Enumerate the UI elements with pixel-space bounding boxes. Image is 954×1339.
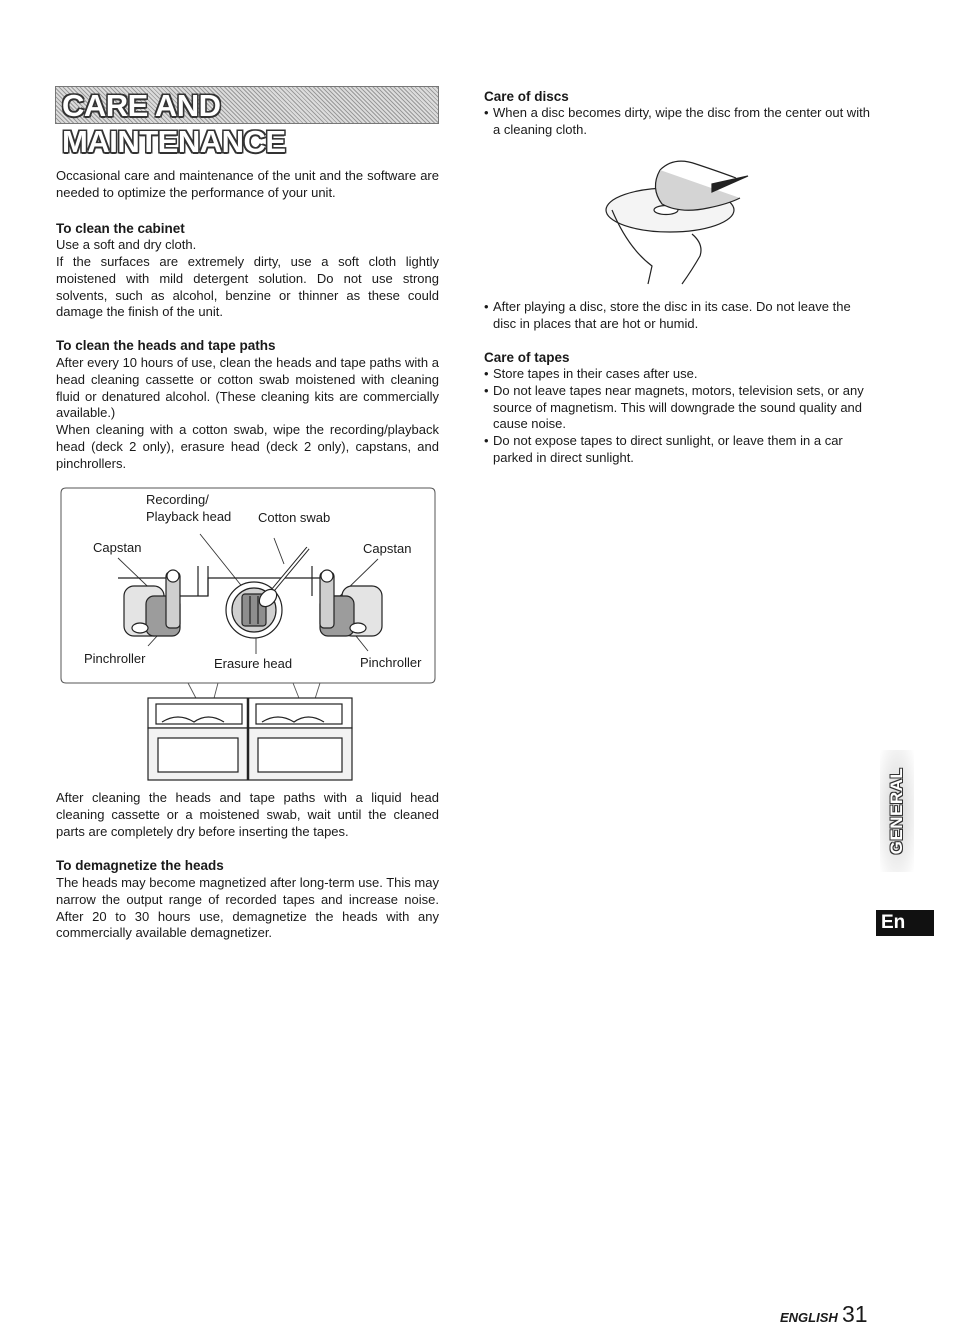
page-number: 31 [842, 1301, 868, 1327]
heads-after-text: After cleaning the heads and tape paths with a liquid head cleaning cassette or a moistened swab, wait until the cleaned parts are completely dry before inserting the tapes. [56, 790, 439, 839]
demagnetize-heading: To demagnetize the heads [56, 858, 224, 873]
disc-cleaning-illustration [600, 158, 760, 286]
tape-head-diagram [58, 486, 438, 786]
list-item: • After playing a disc, store the disc in its case. Do not leave the disc in places that are hot or humid. [484, 299, 870, 333]
cabinet-text-1: Use a soft and dry cloth. [56, 237, 197, 252]
tapes-heading: Care of tapes [484, 350, 570, 365]
footer-language: ENGLISH [780, 1310, 838, 1325]
list-item: • When a disc becomes dirty, wipe the disc from the center out with a cleaning cloth. [484, 105, 870, 139]
intro-text: Occasional care and maintenance of the unit and the software are needed to optimize the performance of your unit. [56, 168, 439, 200]
heads-text-2: When cleaning with a cotton swab, wipe the recording/playback head (deck 2 only), erasure head (deck 2 only), capstans, and pinchrollers. [56, 422, 439, 471]
cabinet-heading: To clean the cabinet [56, 221, 185, 236]
label-cotton-swab: Cotton swab [258, 510, 331, 525]
tapes-list [484, 366, 870, 467]
discs-list-2 [484, 299, 870, 333]
discs-list-1 [484, 105, 870, 139]
general-section-tab [880, 750, 914, 872]
language-tab-label: En [881, 912, 906, 933]
label-playback-head: Playback head [146, 509, 232, 524]
list-item: • Do not leave tapes near magnets, motors, television sets, or any source of magnetism. This will downgrade the sound quality and cause noise. [484, 383, 870, 433]
demagnetize-text: The heads may become magnetized after long-term use. This may narrow the output range of recorded tapes and increase noise. After 20 to 30 hours use, demagnetize the heads with any commercially available demagnetizer. [56, 875, 439, 941]
list-item: • Store tapes in their cases after use. [484, 366, 870, 383]
heads-heading: To clean the heads and tape paths [56, 338, 276, 353]
cabinet-text-2: If the surfaces are extremely dirty, use a soft cloth lightly moistened with mild detergent solution. Do not use strong solvents, such as alcohol, benzine or thinner as these could damage the finish of the unit. [56, 254, 439, 320]
label-recording: Recording/ [146, 492, 209, 507]
discs-heading: Care of discs [484, 89, 569, 104]
section-title-banner [55, 86, 439, 159]
list-item: • Do not expose tapes to direct sunlight, or leave them in a car parked in direct sunlight. [484, 433, 870, 467]
label-pinchroller-left: Pinchroller [84, 651, 146, 666]
heads-text-1: After every 10 hours of use, clean the heads and tape paths with a head cleaning cassette or cotton swab moistened with cleaning fluid or denatured alcohol. (These cleaning kits are commercially available.) [56, 355, 439, 421]
label-erasure-head: Erasure head [214, 656, 293, 671]
label-pinchroller-right: Pinchroller [360, 655, 422, 670]
page-title: CARE AND MAINTENANCE [62, 88, 286, 159]
language-tab [876, 910, 934, 936]
label-capstan-left: Capstan [93, 540, 142, 555]
general-tab-label: GENERAL [887, 767, 906, 855]
label-capstan-right: Capstan [363, 541, 412, 556]
